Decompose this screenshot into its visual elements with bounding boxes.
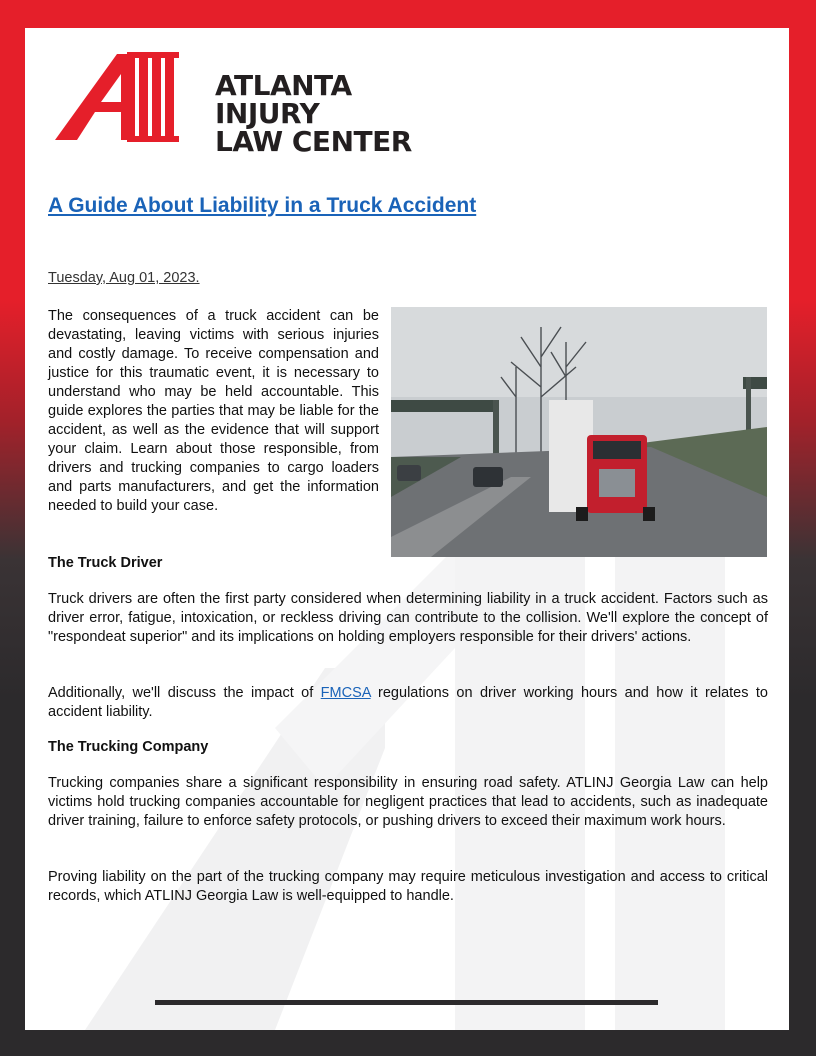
logo-line-2: INJURY (215, 97, 320, 130)
section-heading: The Truck Driver (48, 555, 163, 571)
logo-line-1: ATLANTA (215, 69, 352, 102)
driver-paragraph-2 (48, 684, 768, 722)
footer-divider (155, 1000, 658, 1005)
logo-mark-icon (55, 48, 205, 148)
para-text-after: regulations on driver working hours and how it relates to accident liability. (48, 685, 769, 720)
truck-highway-photo (391, 307, 767, 557)
section-truck-driver (48, 555, 768, 571)
fmcsa-link[interactable]: FMCSA (320, 685, 371, 701)
company-logo[interactable] (55, 48, 412, 158)
driver-paragraph-1: Truck drivers are often the first party considered when determining liability in a truck accident. Factors such as driver error, fatigue, intoxication, or reckless driving can contribute to the collision. We'll explore the concept of "respondeat superior" and its implications on holding employers responsible for their drivers' actions. (48, 591, 768, 645)
article-title-link[interactable]: A Guide About Liability in a Truck Accident (48, 194, 477, 217)
logo-wordmark (215, 69, 415, 158)
document-page (25, 28, 789, 1030)
company-paragraph-1: Trucking companies share a significant responsibility in ensuring road safety. ATLINJ Georgia Law can help victims hold trucking companies accountable for negligent practices that lead to accidents, such as inadequate driver training, failure to enforce safety protocols, or pushing drivers to exceed their maximum work hours. (48, 775, 768, 829)
para-text-before: Additionally, we'll discuss the impact of (48, 685, 321, 701)
intro-paragraph: The consequences of a truck accident can be devastating, leaving victims with serious injuries and costly damage. To receive compensation and justice for this traumatic event, it is necessary to understand who may be held accountable. This guide explores the parties that may be liable for the accident, as well as the evidence that will support your claim. Learn about those responsible, from drivers and trucking companies to cargo loaders and parts manufacturers, and get the information needed to build your case. (48, 308, 379, 514)
company-paragraph-2: Proving liability on the part of the trucking company may require meticulous investigation and access to critical records, which ATLINJ Georgia Law is well-equipped to handle. (48, 869, 768, 904)
section-heading: The Trucking Company (48, 739, 209, 755)
article-date: Tuesday, Aug 01, 2023. (48, 270, 200, 286)
logo-line-3: LAW CENTER (215, 125, 412, 158)
section-trucking-company (48, 739, 768, 755)
